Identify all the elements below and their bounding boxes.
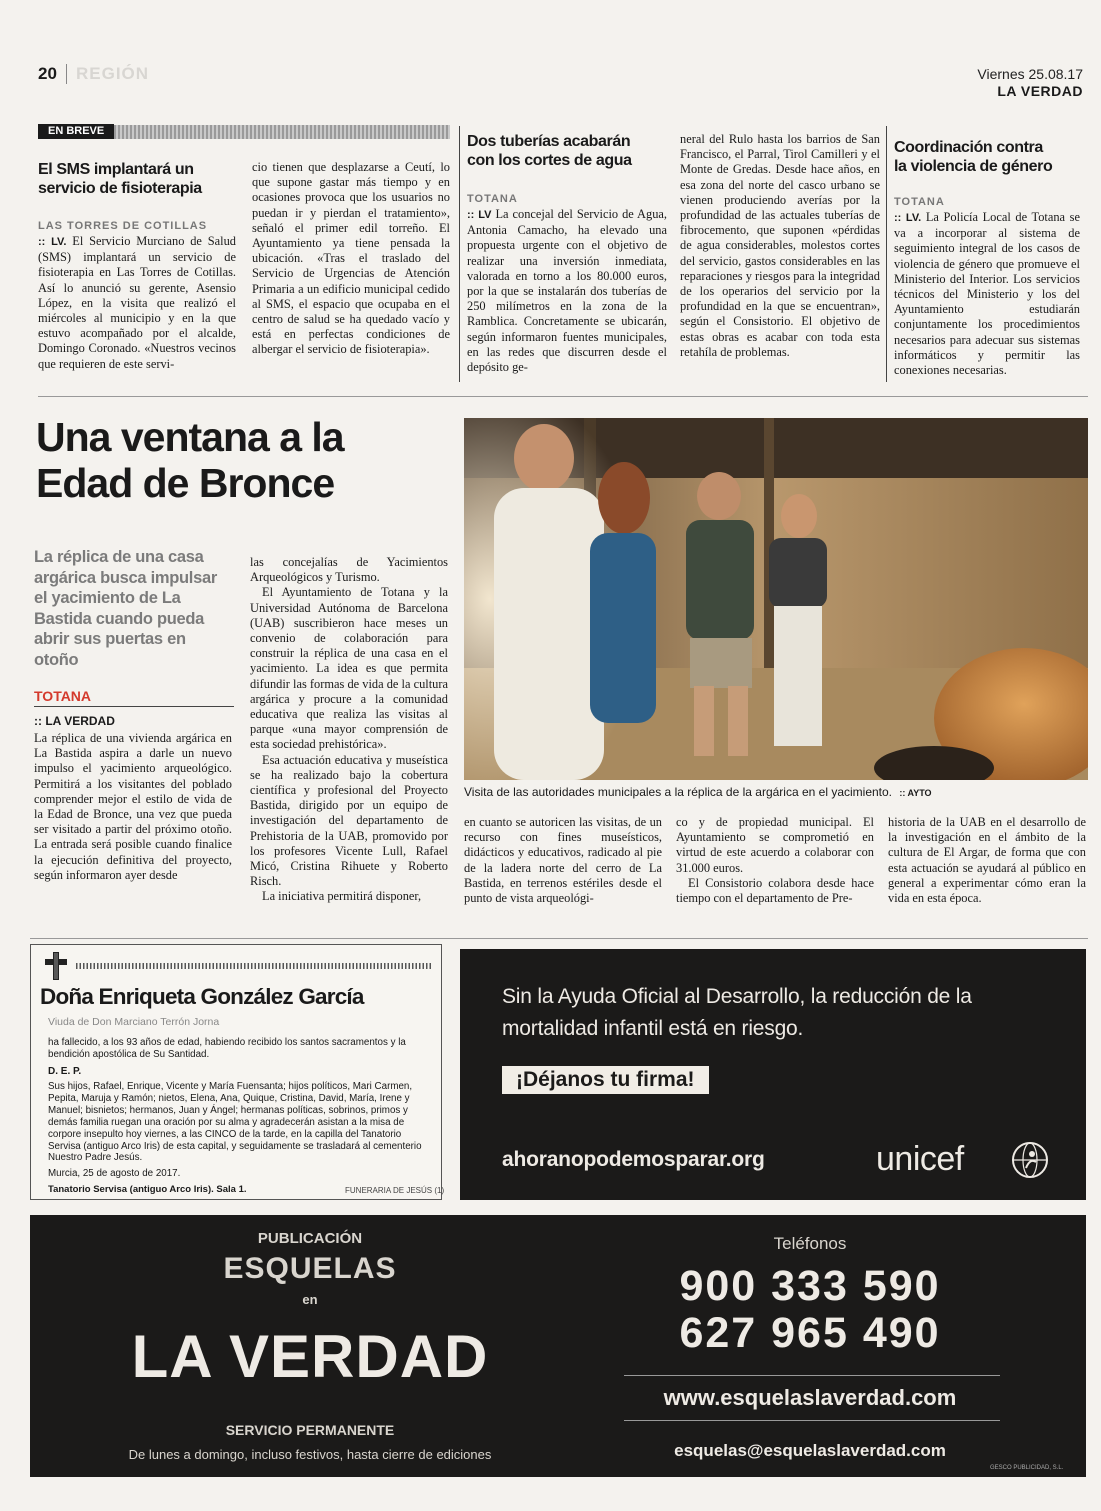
brief3-lv: :: LV. bbox=[894, 212, 922, 224]
main-photo bbox=[464, 418, 1088, 780]
esquelas-line2: ESQUELAS bbox=[223, 1252, 397, 1285]
section-name: REGIÓN bbox=[76, 64, 150, 83]
esquelas-line3: en bbox=[302, 1292, 318, 1307]
esquelas-phones-label: Teléfonos bbox=[773, 1234, 847, 1253]
brief2-title: Dos tuberías acabarán con los cortes de agua bbox=[467, 133, 632, 169]
main-headline: Una ventana a la Edad de Bronce bbox=[36, 414, 344, 506]
brief2-dateline: TOTANA bbox=[467, 193, 518, 205]
unicef-brand: unicef bbox=[876, 1140, 964, 1178]
cross-icon bbox=[42, 950, 70, 982]
brief1-title: El SMS implantará un servicio de fisioterapia bbox=[38, 161, 202, 197]
brief2-col1: :: LV La concejal del Servicio de Agua, Antonia Camacho, ha elevado una propuesta urgente con el objetivo de realizar una inversión inmediata, valorada en torno a los 80.000 euros, por la que se instalarán dos tuberías de 250 milímetros en la zona de la Ramblica. Concretamente se ubicarán, según informaron fuentes municipales, en las redes que discurren desde el depósito ge- bbox=[467, 207, 667, 375]
brief1-lv: :: LV. bbox=[38, 236, 67, 248]
brief1-dateline: LAS TORRES DE COTILLAS bbox=[38, 220, 208, 232]
header-date: Viernes 25.08.17 bbox=[977, 66, 1083, 82]
brief2-lv: :: LV bbox=[467, 209, 492, 221]
esquelas-email: esquelas@esquelaslaverdad.com bbox=[674, 1441, 946, 1460]
obituary-text2: Sus hijos, Rafael, Enrique, Vicente y María Fuensanta; hijos políticos, Mari Carmen, Pepita, Maruja y Ramón; nietos, Elena, Ana, Quique, Cristina, David, María, Irene y Manuel; bisnietos; hermanos, Juan y Ángel; hermanas políticas, sobrinos, primos y demás familia ruegan una oración por su alma y agradecerán asistan a la misa de corpore insepulto hoy viernes, a las CINCO de la tarde, en la capilla del Tanatorio Servisa (antiguo Arco Iris) de esta capital, y seguidamente se trasladará al cementerio Nuestro Padre Jesús. bbox=[48, 1081, 422, 1164]
obituary-dep: D. E. P. bbox=[48, 1066, 82, 1077]
obituary-dotted-rule bbox=[76, 963, 432, 969]
unicef-line1: Sin la Ayuda Oficial al Desarrollo, la reducción de la bbox=[502, 985, 972, 1008]
unicef-line2: mortalidad infantil está en riesgo. bbox=[502, 1017, 804, 1040]
esquelas-web-rule bbox=[624, 1375, 1000, 1376]
photo-caption: Visita de las autoridades municipales a la réplica de la argárica en el yacimiento. :: AYTO bbox=[464, 785, 932, 799]
main-col3: en cuanto se autoricen las visitas, de un recurso con fines museísticos, didácticos y educativos, radicado al pie de la ladera norte del cerro de La Bastida, en terrenos estériles desde el punto de vista arqueológi- bbox=[464, 815, 662, 906]
esquelas-phone2: 627 965 490 bbox=[679, 1309, 941, 1357]
esquelas-web-rule2 bbox=[624, 1420, 1000, 1421]
obituary-text1: ha fallecido, a los 93 años de edad, habiendo recibido los santos sacramentos y la bendición apostólica de Su Santidad. bbox=[48, 1037, 406, 1061]
brief1-col1: :: LV. El Servicio Murciano de Salud (SMS) implantará un servicio de fisioterapia en Las Torres de Cotillas. Así lo anunció su gerente, Asensio López, en la visita que realizó el miércoles al municipio y en la que estuvo acompañado por el alcalde, Domingo Coronado. «Nuestros vecinos que requieren de este servi- bbox=[38, 234, 236, 371]
esquelas-phone1: 900 333 590 bbox=[679, 1262, 941, 1310]
header-paper: LA VERDAD bbox=[997, 83, 1083, 99]
obituary-tanatorio: Tanatorio Servisa (antiguo Arco Iris). Sala 1. bbox=[48, 1184, 247, 1195]
photo-scene bbox=[464, 418, 1088, 780]
rule-brief2-3 bbox=[886, 126, 887, 382]
obituary-place-date: Murcia, 25 de agosto de 2017. bbox=[48, 1168, 181, 1179]
photo-credit: :: AYTO bbox=[899, 788, 932, 798]
esquelas-small: GESCO PUBLICIDAD, S.L. bbox=[990, 1465, 1064, 1471]
rule-main-bottom bbox=[30, 938, 1088, 939]
esquelas-line4: LA VERDAD bbox=[131, 1323, 489, 1390]
main-col2: las concejalías de Yacimientos Arqueológicos y Turismo. El Ayuntamiento de Totana y la Universidad Autónoma de Barcelona (UAB) suscribieron hace meses un convenio de colaboración para construir la réplica de una casa en el yacimiento. La idea es que permita difundir las formas de vida de la cultura argárica y procure a la comunidad educativa que realiza las visitas al parque «una mayor comprensión de esta sociedad prehistórica». Esa actuación educativa y museística se ha realizado bajo la cobertura científica y profesional del Proyecto Bastida, dirigido por un equipo de investigación del departamento de Prehistoria de la UAB, promovido por los profesores Vicente Lull, Rafael Micó, Cristina Rihuete y Roberto Risch. La iniciativa permitirá disponer, bbox=[250, 555, 448, 904]
unicef-cta: ¡Déjanos tu firma! bbox=[502, 1066, 709, 1094]
main-col1: La réplica de una vivienda argárica en La Bastida aspira a darle un nuevo impulso el yacimiento arqueológico. Permitirá a los visitantes del poblado comprender mejor el estilo de vida de la Edad de Bronce, una vez que pueda ser visitado a partir del próximo otoño. La entrada será posible cuando finalice la ejecución definitiva del proyecto, según informaron ayer desde bbox=[34, 731, 232, 882]
unicef-url: ahoranopodemosparar.org bbox=[502, 1148, 765, 1171]
esquelas-web: www.esquelaslaverdad.com bbox=[663, 1385, 957, 1410]
location-rule bbox=[34, 706, 234, 707]
brief1-col2: cio tienen que desplazarse a Ceutí, lo que supone gastar más tiempo y en ocasiones provoca que los usuarios no puedan ir y pierdan el tratamiento», señaló el primer edil torreño. El Ayuntamiento ya tiene pensada la ubicación. «Tras el traslado del Servicio de Urgencias de Atención Primaria a un edificio municipal cedido al SMS, el espacio que ocupaba en el centro de salud se ha quedado vacío y está en perfectas condiciones de albergar el servicio de fisioterapia». bbox=[252, 160, 450, 357]
main-col5: historia de la UAB en el desarrollo de la investigación en el ámbito de la cultura de El Argar, de forma que con esta actuación se ayudará al público en general a experimentar cómo eran la vida en esta época. bbox=[888, 815, 1086, 906]
rule-brief1-2 bbox=[459, 126, 460, 382]
main-byline: :: LA VERDAD bbox=[34, 714, 115, 728]
unicef-globe-icon bbox=[1010, 1140, 1050, 1180]
esquelas-line5: SERVICIO PERMANENTE bbox=[225, 1422, 395, 1438]
obituary-funeraria: FUNERARIA DE JESÚS (1) bbox=[345, 1186, 445, 1195]
esquelas-line6: De lunes a domingo, incluso festivos, hasta cierre de ediciones bbox=[128, 1447, 492, 1462]
brief2-col2: neral del Rulo hasta los barrios de San Francisco, el Parral, Tirol Camilleri y el Monte de Gredas. Desde hace años, en esa zona del norte del casco urbano se vienen produciendo averías por la profundidad de las actuales tuberías de fibrocemento, que suponen «pérdidas de agua considerables, molestos cortes del servicio, gastos considerables en las reparaciones y riesgos para la integridad de los operarios del servicio por la profundidad en la que se encuentran», según el Consistorio. El objetivo de estas obras es acabar con toda esta retahíla de problemas. bbox=[680, 132, 880, 359]
esquelas-line1: PUBLICACIÓN bbox=[257, 1230, 363, 1247]
main-subhead: La réplica de una casa argárica busca impulsar el yacimiento de La Bastida cuando pueda abrir sus puertas en otoño bbox=[34, 548, 217, 669]
brief3-title: Coordinación contra la violencia de género bbox=[894, 139, 1053, 175]
header-divider bbox=[66, 64, 67, 84]
brief3-col1: :: LV. La Policía Local de Totana se va a incorporar al sistema de seguimiento integral de los casos de violencia de género que promueve el Ministerio del Interior. Los servicios técnicos del Ministerio y los del Ayuntamiento estudiarán conjuntamente los procedimientos necesarios para adecuar sus sistemas informáticos y permitir las conexiones necesarias. bbox=[894, 210, 1080, 378]
en-breve-kicker: EN BREVE bbox=[38, 124, 114, 139]
brief3-dateline: TOTANA bbox=[894, 196, 945, 208]
main-location: TOTANA bbox=[34, 688, 92, 704]
rule-briefs-bottom bbox=[38, 396, 1088, 397]
obituary-widow: Viuda de Don Marciano Terrón Jorna bbox=[48, 1016, 220, 1028]
main-col4: co y de propiedad municipal. El Ayuntamiento se comprometió en virtud de este acuerdo a colaborar con 31.000 euros. El Consistorio colabora desde hace tiempo con el departamento de Pre- bbox=[676, 815, 874, 906]
page-number: 20 bbox=[38, 64, 57, 83]
obituary-name: Doña Enriqueta González García bbox=[40, 984, 364, 1009]
